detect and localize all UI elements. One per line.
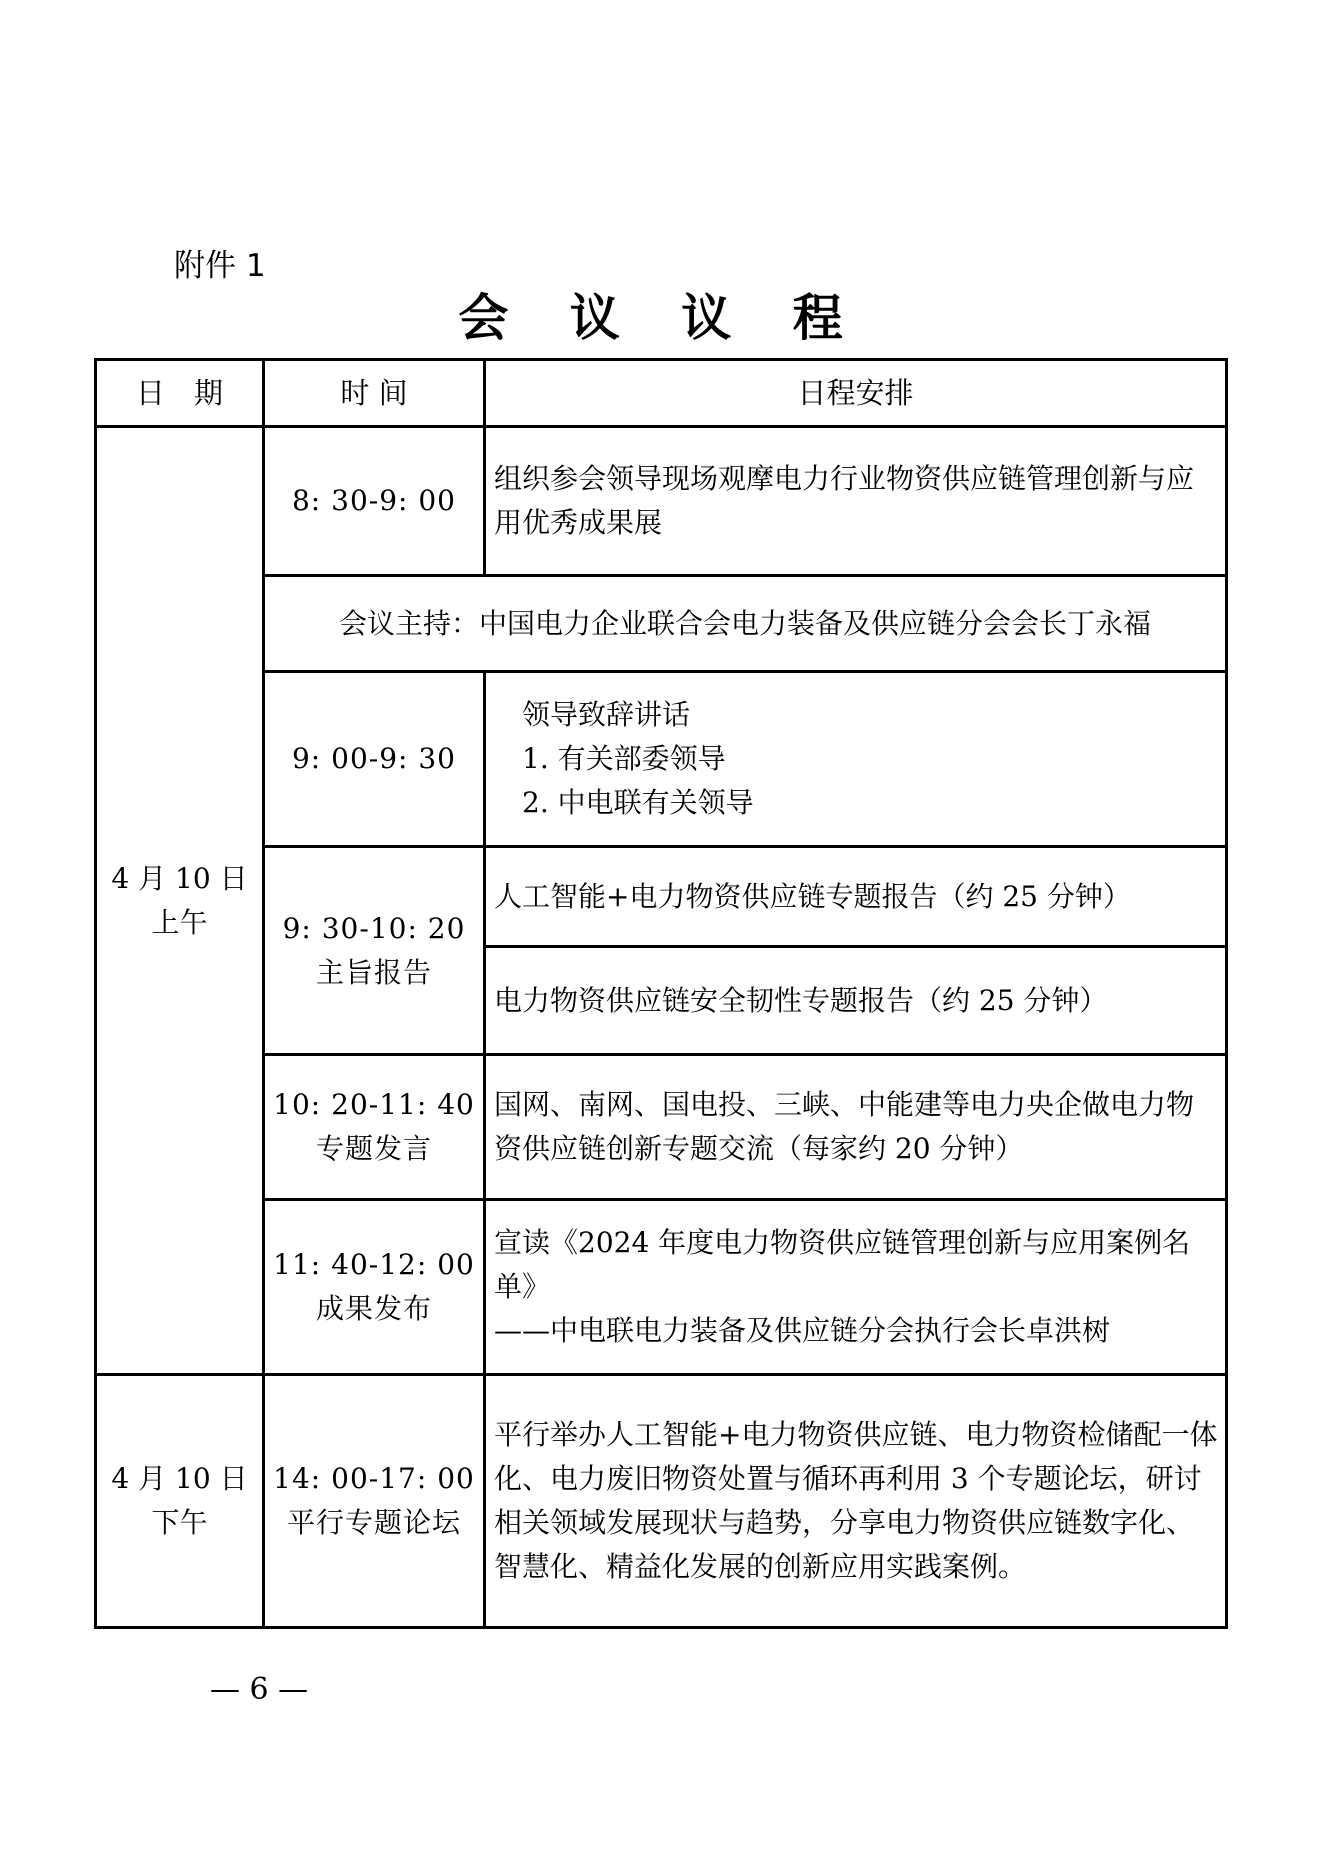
time-cell xyxy=(264,1055,485,1200)
time-range: 8: 30-9: 00 xyxy=(291,484,456,517)
table-row xyxy=(96,427,1227,576)
time-cell xyxy=(264,847,485,1055)
agenda-text: 人工智能+电力物资供应链专题报告（约 25 分钟） xyxy=(494,879,1131,913)
table-row-afternoon xyxy=(96,1375,1227,1628)
agenda-cell xyxy=(485,947,1227,1055)
table-row xyxy=(96,1200,1227,1375)
host-cell xyxy=(264,576,1227,672)
agenda-cell xyxy=(485,1055,1227,1200)
page-title: 会 议 议 程 xyxy=(458,289,865,347)
column-header-time: 时 间 xyxy=(264,360,485,427)
time-cell xyxy=(264,1200,485,1375)
agenda-text: 2. 中电联有关领导 xyxy=(522,786,754,819)
date-cell-morning xyxy=(96,427,264,1375)
page-number: — 6 — xyxy=(210,1672,309,1707)
agenda-text: 1. 有关部委领导 xyxy=(522,742,726,775)
time-cell xyxy=(264,427,485,576)
host-text: 会议主持：中国电力企业联合会电力装备及供应链分会会长丁永福 xyxy=(338,606,1151,640)
agenda-text: 平行举办人工智能+电力物资供应链、电力物资检储配一体化、电力废旧物资处置与循环再利用 3 个专题论坛，研讨相关领域发展现状与趋势，分享电力物资供应链数字化、智慧化、精益化发展的创新应用实践案例。 xyxy=(494,1418,1218,1583)
agenda-text: 宣读《2024 年度电力物资供应链管理创新与应用案例名单》 xyxy=(494,1226,1191,1303)
time-range: 10: 20-11: 40 xyxy=(273,1088,475,1121)
date-text: 4 月 10 日 xyxy=(111,1462,248,1495)
table-row xyxy=(96,1055,1227,1200)
column-header-agenda: 日程安排 xyxy=(485,360,1227,427)
agenda-cell xyxy=(485,1200,1227,1375)
table-row xyxy=(96,847,1227,947)
agenda-text: 国网、南网、国电投、三峡、中能建等电力央企做电力物资供应链创新专题交流（每家约 20 分钟） xyxy=(494,1088,1195,1165)
date-cell-afternoon xyxy=(96,1375,264,1628)
time-range: 9: 00-9: 30 xyxy=(291,742,456,775)
column-header-date: 日 期 xyxy=(96,360,264,427)
session-name: 成果发布 xyxy=(315,1292,432,1325)
time-range: 14: 00-17: 00 xyxy=(273,1462,475,1495)
table-header-row xyxy=(96,360,1227,427)
agenda-table xyxy=(94,358,1228,1629)
attachment-label: 附件 1 xyxy=(174,248,266,284)
agenda-text: 领导致辞讲话 xyxy=(522,698,691,731)
date-period: 上午 xyxy=(151,905,208,939)
table-row-host xyxy=(96,576,1227,672)
session-name: 平行专题论坛 xyxy=(286,1506,461,1539)
date-period: 下午 xyxy=(151,1506,208,1539)
table-row xyxy=(96,672,1227,847)
agenda-text: 组织参会领导现场观摩电力行业物资供应链管理创新与应用优秀成果展 xyxy=(494,462,1195,539)
session-name: 主旨报告 xyxy=(315,955,432,989)
agenda-cell xyxy=(485,672,1227,847)
agenda-cell xyxy=(485,847,1227,947)
agenda-cell xyxy=(485,427,1227,576)
session-name: 专题发言 xyxy=(315,1132,432,1165)
time-cell xyxy=(264,672,485,847)
time-cell xyxy=(264,1375,485,1628)
agenda-text: 电力物资供应链安全韧性专题报告（约 25 分钟） xyxy=(494,983,1108,1017)
time-range: 11: 40-12: 00 xyxy=(273,1248,475,1281)
time-range: 9: 30-10: 20 xyxy=(282,911,466,945)
date-text: 4 月 10 日 xyxy=(111,861,248,895)
agenda-cell xyxy=(485,1375,1227,1628)
agenda-text: ——中电联电力装备及供应链分会执行会长卓洪树 xyxy=(494,1314,1111,1347)
